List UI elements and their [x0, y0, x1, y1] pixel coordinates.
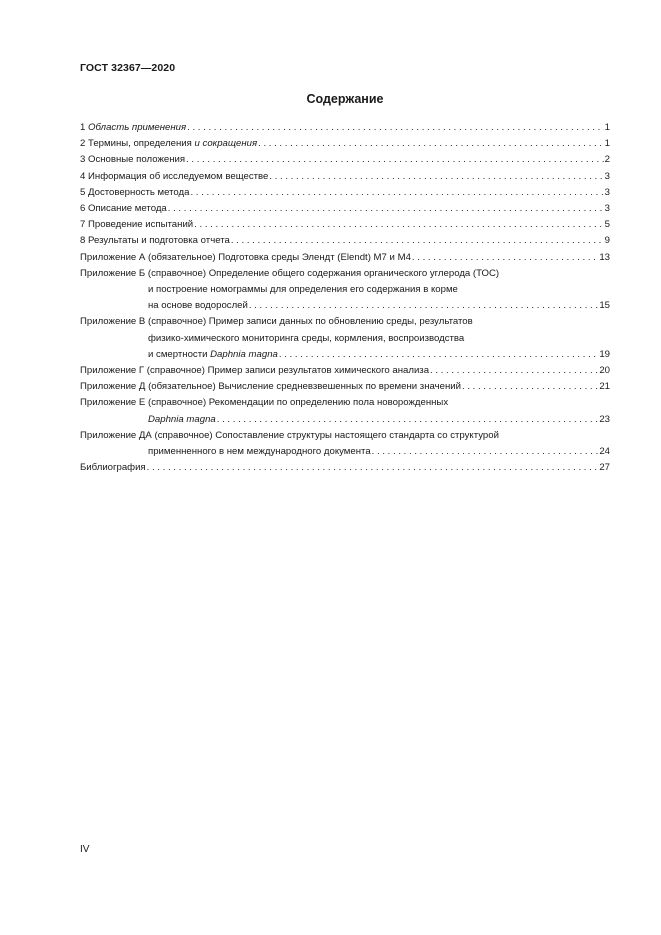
toc-entry-text: 6 Описание метода [80, 203, 167, 215]
toc-entry-page: 3 [604, 186, 610, 198]
toc-entry-page: 13 [599, 251, 610, 263]
page-number: IV [80, 844, 90, 855]
toc-entry-italic: Область применения [88, 122, 187, 133]
toc-entry-page: 1 [604, 138, 610, 150]
toc-entry-text: Приложение ДА (справочное) Сопоставление структуры настоящего стандарта со структурой [80, 429, 499, 441]
toc-entry[interactable] [80, 233, 610, 249]
toc-entry-page: 1 [604, 122, 610, 133]
toc-entry-text: Приложение А (обязательное) Подготовка среды Элендт (Elendt) M7 и M4 [80, 251, 411, 263]
toc-entry[interactable] [80, 201, 610, 217]
toc-entry-page: 27 [599, 462, 610, 474]
toc-entry-text: Приложение Б (справочное) Определение общего содержания органического углерода (ТОС) [80, 267, 500, 279]
dot-leader [269, 169, 603, 185]
toc-entry[interactable] [80, 185, 610, 201]
toc-entry-text: применненного в нем международного документа [148, 446, 371, 458]
toc-entry-page: 9 [604, 235, 610, 247]
page-title: Содержание [306, 92, 384, 106]
dot-leader [190, 185, 603, 201]
toc-entry-italic: и сокращения [194, 138, 258, 150]
dot-leader [187, 120, 604, 136]
toc-entry-page: 23 [599, 413, 610, 425]
toc-entry-text: Библиография [80, 462, 146, 474]
dot-leader [279, 347, 598, 363]
dot-leader [217, 412, 599, 428]
toc-entry-appendix-e[interactable] [80, 395, 610, 427]
dot-leader [430, 363, 598, 379]
toc-entry-text: Приложение В (справочное) Пример записи данных по обновлению среды, результатов [80, 316, 473, 328]
toc-entry-text: Приложение Г (справочное) Пример записи результатов химического анализа [80, 365, 430, 377]
toc-entry-page: 3 [604, 203, 610, 215]
toc-entry-page: 2 [604, 154, 610, 166]
toc-entry-text: на основе водорослей [148, 300, 248, 312]
toc-entry-page: 3 [604, 170, 610, 182]
toc-entry-text: 8 Результаты и подготовка отчета [80, 235, 230, 247]
toc-entry-page: 21 [599, 381, 610, 393]
toc-entry-text: 2 Термины, определения [80, 138, 195, 150]
dot-leader [186, 152, 604, 168]
toc-entry-text: 5 Достоверность метода [80, 186, 190, 198]
toc-entry-text: 3 Основные положения [80, 154, 186, 166]
toc-entry[interactable] [80, 136, 610, 152]
dot-leader [231, 233, 604, 249]
toc-entry-bibliography[interactable] [80, 460, 610, 476]
dot-leader [168, 201, 604, 217]
toc-entry-text: физико-химического мониторинга среды, кормления, воспроизводства [148, 332, 465, 344]
dot-leader [258, 136, 604, 152]
toc-entry-appendix-g[interactable] [80, 363, 610, 379]
toc-entry-text: Приложение Е (справочное) Рекомендации по определению пола новорожденных [80, 397, 449, 409]
toc-entry[interactable] [80, 169, 610, 185]
toc-entry-page: 15 [599, 300, 610, 312]
toc-entry-page: 20 [599, 365, 610, 377]
toc-entry-appendix-b[interactable] [80, 266, 610, 315]
dot-leader [462, 379, 598, 395]
toc-entry-text: Приложение Д (обязательное) Вычисление средневзвешенных по времени значений [80, 381, 461, 393]
toc-entry-text: и построение номограммы для определения его содержания в корме [148, 284, 458, 296]
table-of-contents [80, 120, 610, 476]
toc-entry-page: 5 [604, 219, 610, 231]
dot-leader [412, 250, 598, 266]
toc-entry-text: 4 Информация об исследуемом веществе [80, 170, 269, 182]
dot-leader [147, 460, 599, 476]
dot-leader [194, 217, 603, 233]
toc-entry-appendix-d[interactable] [80, 379, 610, 395]
toc-entry-appendix-a[interactable] [80, 250, 610, 266]
toc-entry[interactable] [80, 217, 610, 233]
toc-entry-text: 1 [80, 122, 89, 133]
toc-entry-text: 7 Проведение испытаний [80, 219, 194, 231]
dot-leader [249, 298, 598, 314]
toc-entry-page: 24 [599, 446, 610, 458]
toc-entry-appendix-da[interactable] [80, 428, 610, 460]
dot-leader [372, 444, 599, 460]
toc-entry-italic: Daphnia magna [210, 348, 278, 360]
toc-entry-appendix-v[interactable] [80, 314, 610, 363]
toc-entry-page: 19 [599, 348, 610, 360]
toc-entry-italic: Daphnia magna [148, 413, 216, 425]
toc-entry[interactable] [80, 152, 610, 168]
document-header: ГОСТ 32367—2020 [80, 62, 176, 74]
toc-entry[interactable] [80, 120, 610, 136]
toc-entry-text: и смертности [148, 348, 211, 360]
